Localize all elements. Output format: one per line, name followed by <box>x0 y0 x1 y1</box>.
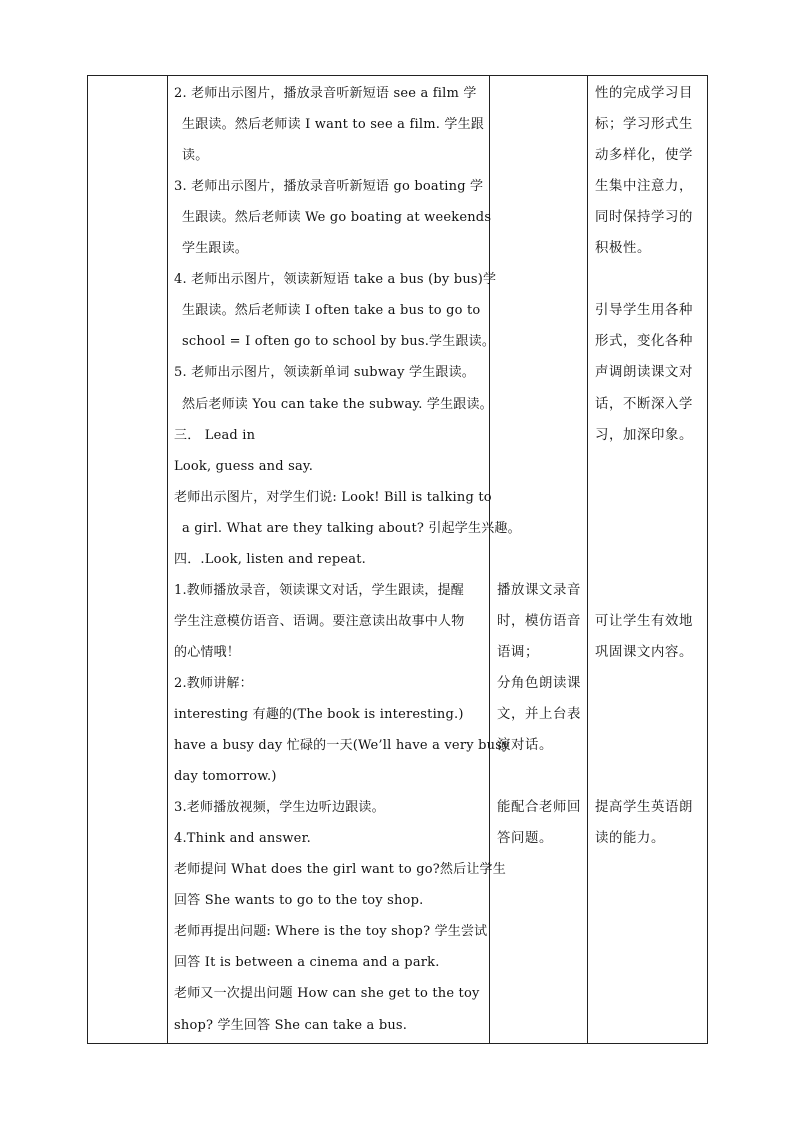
text-line: interesting 有趣的(The book is interesting.) <box>174 707 464 722</box>
text-line: shop? 学生回答 She can take a bus. <box>174 1017 408 1033</box>
text-line: 同时保持学习的 <box>595 210 693 226</box>
text-line: 5. 老师出示图片，领读新单词 subway 学生跟读。 <box>174 365 475 381</box>
text-line: 1.教师播放录音，领读课文对话，学生跟读，提醒 <box>174 582 465 598</box>
text-line: 积极性。 <box>595 241 651 257</box>
text-line: 读的能力。 <box>595 831 665 847</box>
lesson-plan-sheet <box>87 75 707 1044</box>
text-line: 的心情哦！ <box>174 644 241 660</box>
text-line: 学生跟读。 <box>182 241 249 257</box>
text-line: school = I often go to school by bus.学生跟读。 <box>182 334 496 350</box>
text-line: 老师出示图片，对学生们说: Look! Bill is talking to <box>174 489 492 505</box>
lesson-plan-table <box>87 75 708 1044</box>
text-line: 引导学生用各种 <box>595 303 693 319</box>
text-line: 生跟读。然后老师读 I want to see a film. 学生跟 <box>182 117 484 133</box>
text-line: 三． Lead in <box>174 427 256 443</box>
text-line: 生跟读。然后老师读 We go boating at weekends <box>182 210 492 226</box>
student-activity-cell <box>490 76 588 1044</box>
text-line: 巩固课文内容。 <box>595 644 693 660</box>
text-line: 4.Think and answer. <box>174 831 311 847</box>
text-line: 3. 老师出示图片，播放录音听新短语 go boating 学 <box>174 179 484 195</box>
teacher-activity-cell <box>168 76 521 1044</box>
text-line: 学生注意模仿语音、语调。要注意读出故事中人物 <box>174 613 465 629</box>
text-line: 读。 <box>182 148 209 164</box>
text-line: 提高学生英语朗 <box>595 800 693 816</box>
text-line: 老师再提出问题: Where is the toy shop? 学生尝试 <box>174 924 488 940</box>
text-line: 3.老师播放视频，学生边听边跟读。 <box>174 800 385 816</box>
text-line: 能配合老师回 <box>497 800 581 816</box>
text-line: 演对话。 <box>497 738 553 754</box>
design-intent-cell <box>588 76 708 1044</box>
text-line: 答问题。 <box>497 831 553 847</box>
text-line: a girl. What are they talking about? 引起学生兴趣。 <box>182 520 521 536</box>
text-line: 形式，变化各种 <box>595 334 693 350</box>
text-line: 生跟读。然后老师读 I often take a bus to go to <box>182 303 481 319</box>
text-line: 回答 It is between a cinema and a park. <box>174 955 440 971</box>
text-line: 习，加深印象。 <box>595 427 693 443</box>
text-line: 2.教师讲解： <box>174 675 253 691</box>
text-line: 语调； <box>497 644 539 660</box>
text-line: 动多样化，使学 <box>595 148 693 164</box>
text-line: 老师又一次提出问题 How can she get to the toy <box>174 986 480 1002</box>
text-line: 生集中注意力， <box>595 179 693 195</box>
text-line: have a busy day 忙碌的一天(We’ll have a very busy <box>174 738 510 754</box>
text-line: 可让学生有效地 <box>595 613 693 629</box>
text-line: 性的完成学习目 <box>595 86 693 101</box>
text-line: 文，并上台表 <box>497 707 581 722</box>
text-line: 时，模仿语音 <box>497 613 581 629</box>
text-line: 四．.Look, listen and repeat. <box>174 551 366 567</box>
text-line: 然后老师读 You can take the subway. 学生跟读。 <box>182 396 493 412</box>
text-line: 老师提问 What does the girl want to go?然后让学生 <box>174 862 506 878</box>
text-line: day tomorrow.) <box>174 769 277 785</box>
text-line: 声调朗读课文对 <box>595 365 693 381</box>
text-line: 4. 老师出示图片，领读新短语 take a bus (by bus)学 <box>174 272 497 288</box>
text-line: 2. 老师出示图片，播放录音听新短语 see a film 学 <box>174 86 477 101</box>
text-line: 分角色朗读课 <box>497 675 581 691</box>
text-line: 话，不断深入学 <box>595 396 693 412</box>
text-line: 播放课文录音 <box>497 582 581 598</box>
text-line: 回答 She wants to go to the toy shop. <box>174 893 424 909</box>
text-line: 标；学习形式生 <box>595 117 693 133</box>
text-line: Look, guess and say. <box>174 458 314 474</box>
table-row <box>88 76 708 1044</box>
stage-cell <box>88 76 168 1044</box>
